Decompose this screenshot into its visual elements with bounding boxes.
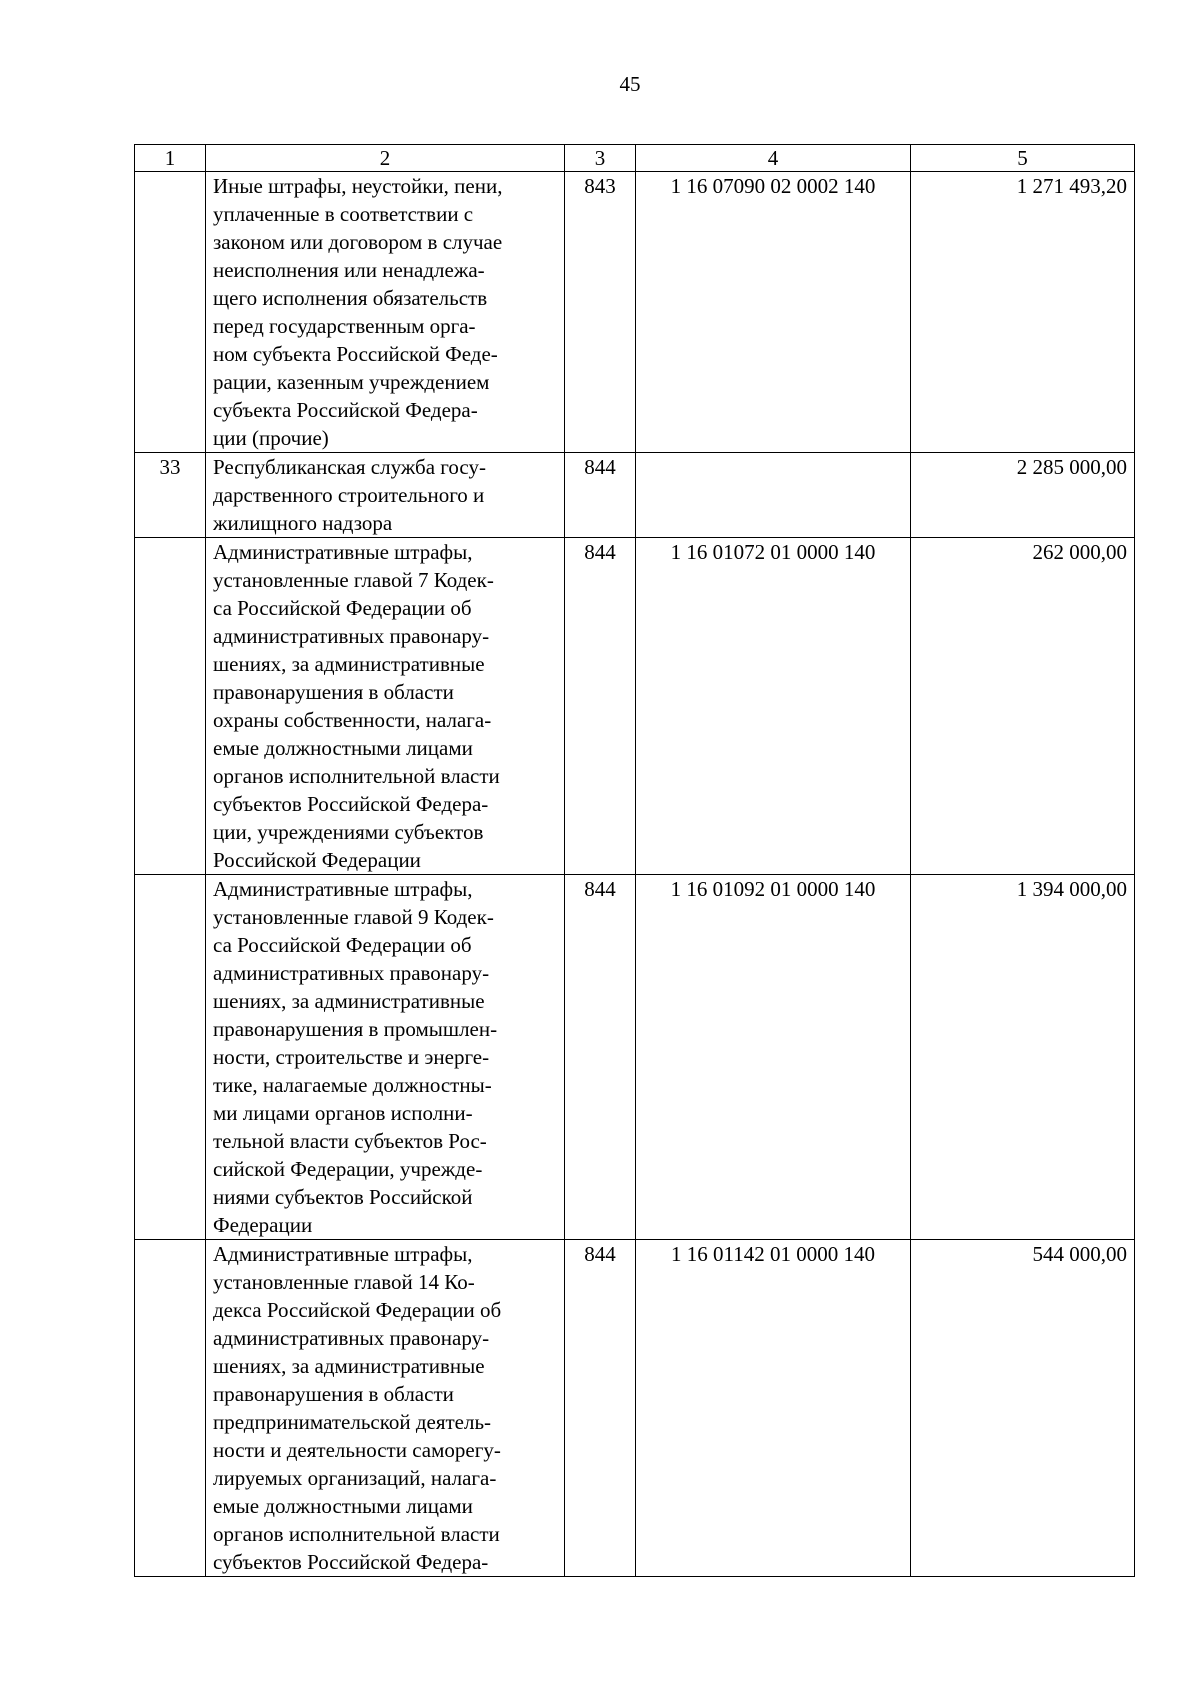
row-amount: 544 000,00 <box>911 1240 1135 1577</box>
row-amount: 1 271 493,20 <box>911 172 1135 453</box>
row-admin-code: 844 <box>565 453 636 538</box>
row-amount: 262 000,00 <box>911 538 1135 875</box>
table-row <box>135 1240 1135 1577</box>
table-row <box>135 538 1135 875</box>
table-header-row <box>135 145 1135 172</box>
row-admin-code: 844 <box>565 875 636 1240</box>
row-number <box>135 875 206 1240</box>
row-description: Административные штрафы, установленные главой 7 Кодек- са Российской Федерации об административных правонару- шениях, за административные правонарушения в области охраны собственности, налага- емые должностными лицами органов исполнительной власти субъектов Российской Федера- ции, учреждениями субъектов Российской Федерации <box>206 538 565 875</box>
row-budget-code: 1 16 07090 02 0002 140 <box>636 172 911 453</box>
table-row <box>135 875 1135 1240</box>
row-budget-code: 1 16 01092 01 0000 140 <box>636 875 911 1240</box>
row-description: Административные штрафы, установленные главой 14 Ко- декса Российской Федерации об административных правонару- шениях, за административные правонарушения в области предпринимательской деятель- ности и деятельности саморегу- лируемых организаций, налага- емые должностными лицами органов исполнительной власти субъектов Российской Федера- <box>206 1240 565 1577</box>
row-number: 33 <box>135 453 206 538</box>
row-number <box>135 538 206 875</box>
budget-table <box>134 144 1135 1577</box>
table-row <box>135 453 1135 538</box>
column-header: 3 <box>565 145 636 172</box>
column-header: 5 <box>911 145 1135 172</box>
column-header: 4 <box>636 145 911 172</box>
row-number <box>135 172 206 453</box>
row-number <box>135 1240 206 1577</box>
row-description: Республиканская служба госу- дарственного строительного и жилищного надзора <box>206 453 565 538</box>
table-row <box>135 172 1135 453</box>
row-amount: 2 285 000,00 <box>911 453 1135 538</box>
row-description: Административные штрафы, установленные главой 9 Кодек- са Российской Федерации об административных правонару- шениях, за административные правонарушения в промышлен- ности, строительстве и энерге- тике, налагаемые должностны- ми лицами органов исполни- тельной власти субъектов Рос- сийской Федерации, учрежде- ниями субъектов Российской Федерации <box>206 875 565 1240</box>
column-header: 1 <box>135 145 206 172</box>
row-admin-code: 844 <box>565 1240 636 1577</box>
row-admin-code: 843 <box>565 172 636 453</box>
column-header: 2 <box>206 145 565 172</box>
page-number: 45 <box>619 72 641 96</box>
row-description: Иные штрафы, неустойки, пени, уплаченные в соответствии с законом или договором в случае неисполнения или ненадлежа- щего исполнения обязательств перед государственным орга- ном субъекта Российской Феде- рации, казенным учреждением субъекта Российской Федера- ции (прочие) <box>206 172 565 453</box>
row-amount: 1 394 000,00 <box>911 875 1135 1240</box>
row-budget-code: 1 16 01072 01 0000 140 <box>636 538 911 875</box>
row-admin-code: 844 <box>565 538 636 875</box>
row-budget-code: 1 16 01142 01 0000 140 <box>636 1240 911 1577</box>
row-budget-code <box>636 453 911 538</box>
